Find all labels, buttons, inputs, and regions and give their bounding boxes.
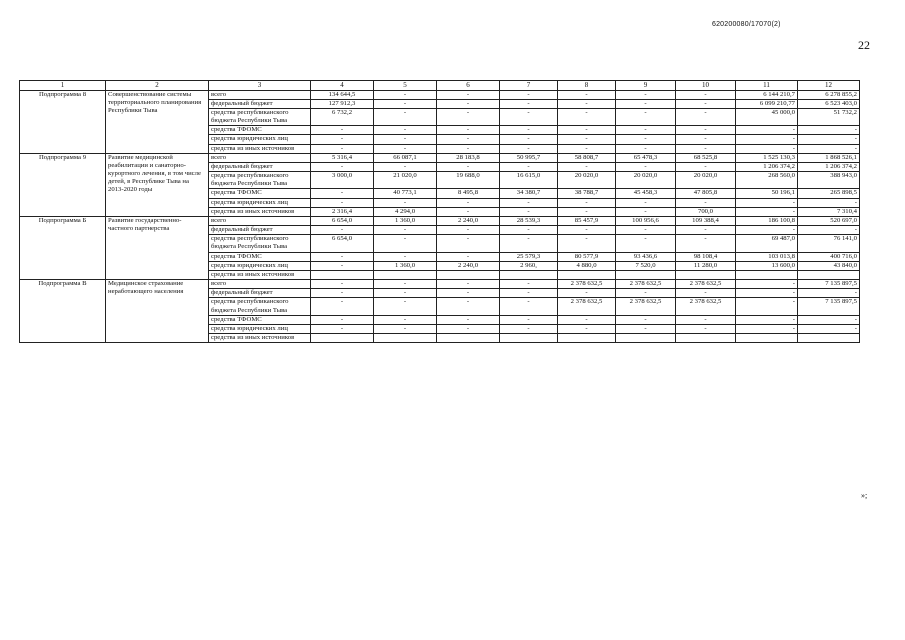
amount-cell: - xyxy=(311,325,374,334)
amount-cell: 68 525,8 xyxy=(676,153,736,162)
amount-cell: - xyxy=(500,235,558,252)
column-number-11: 11 xyxy=(736,81,798,91)
funding-source: средства республиканского бюджета Республики Тыва xyxy=(209,108,311,125)
amount-cell: - xyxy=(374,280,437,289)
amount-cell: 520 697,0 xyxy=(798,216,860,225)
amount-cell: - xyxy=(616,226,676,235)
amount-cell: 43 840,0 xyxy=(798,261,860,270)
funding-source: федеральный бюджет xyxy=(209,226,311,235)
amount-cell: 34 380,7 xyxy=(500,189,558,198)
amount-cell: - xyxy=(374,135,437,144)
amount-cell: - xyxy=(736,298,798,315)
amount-cell: 20 020,0 xyxy=(558,172,616,189)
amount-cell: - xyxy=(616,235,676,252)
amount-cell: 19 688,0 xyxy=(437,172,500,189)
amount-cell: 7 135 897,5 xyxy=(798,280,860,289)
amount-cell: - xyxy=(558,289,616,298)
amount-cell: - xyxy=(311,226,374,235)
amount-cell: - xyxy=(374,144,437,153)
table-row xyxy=(20,153,860,162)
amount-cell xyxy=(616,270,676,279)
amount-cell: - xyxy=(736,226,798,235)
amount-cell: - xyxy=(500,325,558,334)
amount-cell: 50 196,1 xyxy=(736,189,798,198)
amount-cell: 16 615,0 xyxy=(500,172,558,189)
amount-cell: - xyxy=(736,325,798,334)
amount-cell: 2 378 632,5 xyxy=(558,298,616,315)
amount-cell: - xyxy=(616,144,676,153)
amount-cell: - xyxy=(736,144,798,153)
amount-cell: - xyxy=(311,198,374,207)
funding-source: средства из иных источников xyxy=(209,270,311,279)
amount-cell: 50 995,7 xyxy=(500,153,558,162)
amount-cell: - xyxy=(311,280,374,289)
amount-cell: - xyxy=(616,198,676,207)
amount-cell: - xyxy=(437,315,500,324)
amount-cell: - xyxy=(798,126,860,135)
amount-cell: - xyxy=(311,289,374,298)
amount-cell: 20 020,0 xyxy=(616,172,676,189)
funding-source: средства ТФОМС xyxy=(209,315,311,324)
amount-cell: 38 788,7 xyxy=(558,189,616,198)
amount-cell xyxy=(676,270,736,279)
subprogram-name: Подпрограмма Б xyxy=(20,216,106,279)
amount-cell: - xyxy=(311,189,374,198)
amount-cell: - xyxy=(558,135,616,144)
amount-cell: 93 436,6 xyxy=(616,252,676,261)
amount-cell: 2 316,4 xyxy=(311,207,374,216)
amount-cell: - xyxy=(374,162,437,171)
column-number-5: 5 xyxy=(374,81,437,91)
table-row xyxy=(20,280,860,289)
amount-cell: - xyxy=(374,298,437,315)
document-id: 620200080/17070(2) xyxy=(712,21,781,28)
amount-cell: - xyxy=(311,252,374,261)
amount-cell: - xyxy=(736,289,798,298)
amount-cell: - xyxy=(311,315,374,324)
funding-source: всего xyxy=(209,90,311,99)
amount-cell: 265 898,5 xyxy=(798,189,860,198)
funding-source: средства республиканского бюджета Республики Тыва xyxy=(209,235,311,252)
amount-cell: - xyxy=(798,226,860,235)
amount-cell: - xyxy=(311,126,374,135)
funding-source: средства из иных источников xyxy=(209,207,311,216)
funding-source: средства из иных источников xyxy=(209,334,311,343)
amount-cell: - xyxy=(437,90,500,99)
amount-cell xyxy=(676,334,736,343)
amount-cell: 45 000,0 xyxy=(736,108,798,125)
amount-cell: - xyxy=(676,162,736,171)
funding-source: всего xyxy=(209,216,311,225)
amount-cell: - xyxy=(374,90,437,99)
amount-cell: 11 280,0 xyxy=(676,261,736,270)
amount-cell: 388 943,0 xyxy=(798,172,860,189)
funding-source: всего xyxy=(209,153,311,162)
amount-cell: - xyxy=(311,162,374,171)
funding-source: средства юридических лиц xyxy=(209,135,311,144)
amount-cell: 186 100,8 xyxy=(736,216,798,225)
amount-cell xyxy=(374,334,437,343)
amount-cell: - xyxy=(500,99,558,108)
column-number-4: 4 xyxy=(311,81,374,91)
amount-cell: - xyxy=(616,207,676,216)
amount-cell: - xyxy=(676,235,736,252)
amount-cell: - xyxy=(676,289,736,298)
amount-cell: - xyxy=(437,162,500,171)
amount-cell: 5 316,4 xyxy=(311,153,374,162)
amount-cell: - xyxy=(437,289,500,298)
amount-cell: - xyxy=(676,126,736,135)
subprogram-name: Подпрограмма 8 xyxy=(20,90,106,153)
amount-cell: - xyxy=(374,226,437,235)
amount-cell: - xyxy=(676,108,736,125)
amount-cell: - xyxy=(374,198,437,207)
amount-cell xyxy=(798,270,860,279)
amount-cell: 3 000,0 xyxy=(311,172,374,189)
amount-cell: 65 478,3 xyxy=(616,153,676,162)
amount-cell: - xyxy=(798,135,860,144)
amount-cell: 1 360,0 xyxy=(374,261,437,270)
amount-cell: 1 868 526,1 xyxy=(798,153,860,162)
amount-cell: - xyxy=(374,315,437,324)
amount-cell xyxy=(736,270,798,279)
amount-cell: 6 278 855,2 xyxy=(798,90,860,99)
column-number-6: 6 xyxy=(437,81,500,91)
column-number-9: 9 xyxy=(616,81,676,91)
amount-cell: 103 013,8 xyxy=(736,252,798,261)
amount-cell: 21 020,0 xyxy=(374,172,437,189)
amount-cell xyxy=(798,334,860,343)
amount-cell: - xyxy=(311,135,374,144)
amount-cell: 6 099 210,77 xyxy=(736,99,798,108)
subprogram-title: Развитие государственно-частного партнерства xyxy=(106,216,209,279)
amount-cell: 2 378 632,5 xyxy=(616,298,676,315)
amount-cell: 4 880,0 xyxy=(558,261,616,270)
amount-cell: 25 579,3 xyxy=(500,252,558,261)
amount-cell: 268 560,0 xyxy=(736,172,798,189)
amount-cell: - xyxy=(311,261,374,270)
amount-cell: - xyxy=(616,135,676,144)
amount-cell: - xyxy=(798,325,860,334)
amount-cell: 7 310,4 xyxy=(798,207,860,216)
amount-cell: 2 240,0 xyxy=(437,261,500,270)
funding-source: средства республиканского бюджета Республики Тыва xyxy=(209,298,311,315)
funding-source: средства юридических лиц xyxy=(209,261,311,270)
amount-cell: - xyxy=(437,198,500,207)
amount-cell: - xyxy=(437,280,500,289)
amount-cell xyxy=(500,270,558,279)
amount-cell: 28 539,3 xyxy=(500,216,558,225)
amount-cell: - xyxy=(374,325,437,334)
amount-cell: 6 144 210,7 xyxy=(736,90,798,99)
table-row xyxy=(20,90,860,99)
amount-cell: - xyxy=(500,298,558,315)
amount-cell: - xyxy=(374,289,437,298)
amount-cell: 134 644,5 xyxy=(311,90,374,99)
amount-cell xyxy=(616,334,676,343)
amount-cell: - xyxy=(558,315,616,324)
amount-cell: - xyxy=(500,108,558,125)
amount-cell: - xyxy=(500,126,558,135)
amount-cell: - xyxy=(374,126,437,135)
amount-cell: 13 600,0 xyxy=(736,261,798,270)
amount-cell: 6 654,0 xyxy=(311,235,374,252)
amount-cell: - xyxy=(798,315,860,324)
column-number-12: 12 xyxy=(798,81,860,91)
amount-cell: - xyxy=(616,126,676,135)
amount-cell: - xyxy=(676,144,736,153)
amount-cell: - xyxy=(616,289,676,298)
amount-cell: 2 378 632,5 xyxy=(676,280,736,289)
amount-cell: - xyxy=(558,99,616,108)
amount-cell: - xyxy=(437,144,500,153)
amount-cell: 51 732,2 xyxy=(798,108,860,125)
amount-cell: 2 378 632,5 xyxy=(558,280,616,289)
amount-cell: - xyxy=(500,90,558,99)
amount-cell: - xyxy=(616,90,676,99)
amount-cell: 58 808,7 xyxy=(558,153,616,162)
amount-cell: - xyxy=(676,135,736,144)
amount-cell: - xyxy=(616,162,676,171)
amount-cell: - xyxy=(437,252,500,261)
amount-cell: 2 378 632,5 xyxy=(616,280,676,289)
amount-cell: 100 956,6 xyxy=(616,216,676,225)
amount-cell: - xyxy=(558,226,616,235)
amount-cell: 1 206 374,2 xyxy=(736,162,798,171)
amount-cell: - xyxy=(374,235,437,252)
amount-cell: - xyxy=(437,325,500,334)
amount-cell: 700,0 xyxy=(676,207,736,216)
amount-cell: 85 457,9 xyxy=(558,216,616,225)
amount-cell: - xyxy=(616,325,676,334)
amount-cell: - xyxy=(558,198,616,207)
amount-cell: - xyxy=(437,99,500,108)
amount-cell xyxy=(558,334,616,343)
amount-cell: - xyxy=(500,226,558,235)
amount-cell: - xyxy=(558,162,616,171)
page-number: 22 xyxy=(858,38,870,52)
amount-cell: - xyxy=(676,90,736,99)
funding-source: всего xyxy=(209,280,311,289)
amount-cell: 127 912,3 xyxy=(311,99,374,108)
amount-cell xyxy=(311,270,374,279)
amount-cell: 4 294,0 xyxy=(374,207,437,216)
amount-cell: - xyxy=(374,252,437,261)
amount-cell: - xyxy=(437,298,500,315)
amount-cell: - xyxy=(616,99,676,108)
amount-cell: 98 108,4 xyxy=(676,252,736,261)
amount-cell: - xyxy=(798,198,860,207)
amount-cell: 69 487,0 xyxy=(736,235,798,252)
column-number-1: 1 xyxy=(20,81,106,91)
amount-cell: 40 773,1 xyxy=(374,189,437,198)
amount-cell: 45 458,3 xyxy=(616,189,676,198)
amount-cell: 28 183,8 xyxy=(437,153,500,162)
amount-cell: - xyxy=(500,315,558,324)
column-number-10: 10 xyxy=(676,81,736,91)
amount-cell: - xyxy=(676,226,736,235)
amount-cell: - xyxy=(736,207,798,216)
column-number-2: 2 xyxy=(106,81,209,91)
funding-source: федеральный бюджет xyxy=(209,99,311,108)
funding-source: средства ТФОМС xyxy=(209,252,311,261)
amount-cell: 7 520,0 xyxy=(616,261,676,270)
amount-cell: - xyxy=(676,99,736,108)
amount-cell: 20 020,0 xyxy=(676,172,736,189)
amount-cell: - xyxy=(311,298,374,315)
funding-source: средства республиканского бюджета Республики Тыва xyxy=(209,172,311,189)
amount-cell xyxy=(437,334,500,343)
amount-cell: 2 960, xyxy=(500,261,558,270)
corner-mark: »; xyxy=(861,491,868,500)
amount-cell: - xyxy=(500,207,558,216)
amount-cell xyxy=(374,270,437,279)
amount-cell: - xyxy=(676,325,736,334)
amount-cell: 66 087,1 xyxy=(374,153,437,162)
amount-cell: 1 360,0 xyxy=(374,216,437,225)
amount-cell: 109 388,4 xyxy=(676,216,736,225)
amount-cell xyxy=(311,334,374,343)
amount-cell: 1 206 374,2 xyxy=(798,162,860,171)
funding-source: средства ТФОМС xyxy=(209,189,311,198)
subprogram-name: Подпрограмма В xyxy=(20,280,106,343)
amount-cell: - xyxy=(558,207,616,216)
column-number-8: 8 xyxy=(558,81,616,91)
amount-cell: - xyxy=(374,99,437,108)
amount-cell: - xyxy=(558,325,616,334)
funding-source: средства из иных источников xyxy=(209,144,311,153)
amount-cell: - xyxy=(311,144,374,153)
amount-cell: - xyxy=(500,144,558,153)
amount-cell: - xyxy=(558,108,616,125)
amount-cell: - xyxy=(500,135,558,144)
amount-cell: - xyxy=(437,126,500,135)
amount-cell: - xyxy=(616,108,676,125)
subprogram-title: Развитие медицинской реабилитации и санаторно-курортного лечения, в том числе детей, в Республике Тыва на 2013-2020 годы xyxy=(106,153,209,216)
amount-cell: - xyxy=(736,198,798,207)
amount-cell: 80 577,9 xyxy=(558,252,616,261)
amount-cell: - xyxy=(437,226,500,235)
amount-cell: - xyxy=(558,235,616,252)
amount-cell: 6 654,0 xyxy=(311,216,374,225)
amount-cell: - xyxy=(374,108,437,125)
table-row xyxy=(20,216,860,225)
amount-cell: 2 378 632,5 xyxy=(676,298,736,315)
amount-cell: - xyxy=(558,144,616,153)
amount-cell: - xyxy=(736,135,798,144)
amount-cell: - xyxy=(736,315,798,324)
amount-cell: - xyxy=(736,126,798,135)
funding-source: средства ТФОМС xyxy=(209,126,311,135)
budget-table xyxy=(19,80,860,343)
amount-cell: 400 716,0 xyxy=(798,252,860,261)
amount-cell xyxy=(736,334,798,343)
amount-cell: - xyxy=(437,135,500,144)
subprogram-title: Совершенствование системы территориального планирования Республики Тыва xyxy=(106,90,209,153)
amount-cell: - xyxy=(616,315,676,324)
amount-cell xyxy=(500,334,558,343)
funding-source: средства юридических лиц xyxy=(209,325,311,334)
amount-cell: - xyxy=(558,90,616,99)
column-number-7: 7 xyxy=(500,81,558,91)
funding-source: федеральный бюджет xyxy=(209,162,311,171)
amount-cell: 7 135 897,5 xyxy=(798,298,860,315)
amount-cell: - xyxy=(437,235,500,252)
amount-cell: - xyxy=(798,144,860,153)
amount-cell: 76 141,0 xyxy=(798,235,860,252)
amount-cell: - xyxy=(676,198,736,207)
funding-source: федеральный бюджет xyxy=(209,289,311,298)
amount-cell: 47 805,8 xyxy=(676,189,736,198)
funding-source: средства юридических лиц xyxy=(209,198,311,207)
amount-cell: - xyxy=(500,280,558,289)
amount-cell: - xyxy=(798,289,860,298)
amount-cell: - xyxy=(437,108,500,125)
column-number-row xyxy=(20,81,860,91)
amount-cell xyxy=(558,270,616,279)
subprogram-name: Подпрограмма 9 xyxy=(20,153,106,216)
amount-cell: - xyxy=(500,289,558,298)
amount-cell: 6 732,2 xyxy=(311,108,374,125)
amount-cell: - xyxy=(558,126,616,135)
amount-cell: - xyxy=(500,162,558,171)
amount-cell: 6 523 403,0 xyxy=(798,99,860,108)
column-number-3: 3 xyxy=(209,81,311,91)
amount-cell: - xyxy=(500,198,558,207)
amount-cell: 2 240,0 xyxy=(437,216,500,225)
amount-cell: - xyxy=(437,207,500,216)
amount-cell: 8 495,8 xyxy=(437,189,500,198)
subprogram-title: Медицинское страхование неработающего населения xyxy=(106,280,209,343)
amount-cell: 1 525 130,3 xyxy=(736,153,798,162)
amount-cell xyxy=(437,270,500,279)
amount-cell: - xyxy=(736,280,798,289)
amount-cell: - xyxy=(676,315,736,324)
